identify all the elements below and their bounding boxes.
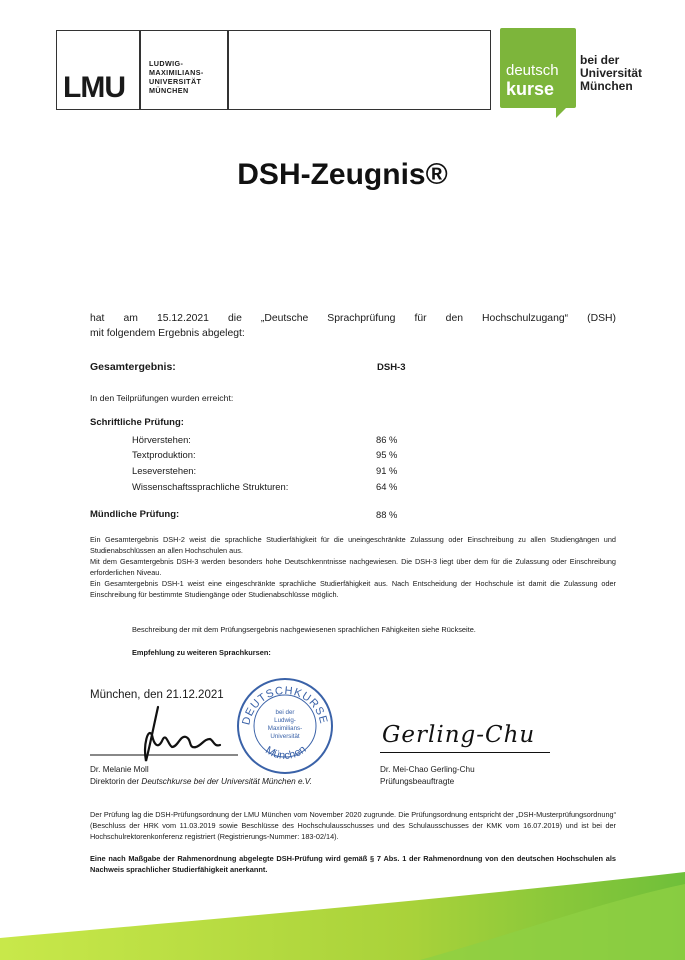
place-and-date: München, den 21.12.2021 — [90, 689, 224, 701]
oral-exam-label: Mündliche Prüfung: — [90, 509, 180, 520]
university-name-line: MAXIMILIANS- — [149, 68, 204, 77]
stamp-top-text: DEUTSCHKURSE — [240, 684, 330, 727]
deutschkurse-logo-line1: deutsch — [506, 62, 559, 79]
score-label-listening: Hörverstehen: — [132, 434, 191, 445]
score-value-structures: 64 % — [376, 481, 398, 492]
signer-left-name: Dr. Melanie Moll — [90, 765, 149, 774]
signer-right-name: Dr. Mei-Chao Gerling-Chu — [380, 765, 475, 774]
signature-right-line — [380, 752, 550, 753]
lmu-logo — [56, 30, 140, 110]
intro-text — [90, 311, 616, 341]
score-value-reading: 91 % — [376, 465, 398, 476]
signature-left — [88, 705, 248, 767]
deutschkurse-logo-side — [580, 54, 642, 93]
university-name-box — [140, 30, 228, 110]
stamp-line: Ludwig- — [274, 717, 296, 724]
score-value-listening: 86 % — [376, 434, 398, 445]
university-name — [149, 59, 204, 95]
signer-left-role-prefix: Direktorin der — [90, 777, 142, 786]
score-label-reading: Leseverstehen: — [132, 465, 197, 476]
recommendation-label: Empfehlung zu weiteren Sprachkursen: — [132, 648, 271, 657]
score-label-structures: Wissenschaftssprachliche Strukturen: — [132, 481, 289, 492]
signer-right — [380, 764, 475, 788]
oral-exam-score: 88 % — [376, 509, 398, 520]
university-name-line: MÜNCHEN — [149, 86, 189, 95]
stamp-line: Maximilians- — [267, 725, 303, 732]
intro-line-1: hat am 15.12.2021 die „Deutsche Sprachprüfung für den Hochschulzugang“ (DSH) — [90, 313, 616, 324]
signer-right-role: Prüfungsbeauftragte — [380, 777, 455, 786]
deutschkurse-side-line: Universität — [580, 66, 643, 80]
header-blank-box — [228, 30, 491, 110]
signer-left — [90, 764, 312, 788]
deutschkurse-side-line: bei der — [580, 53, 620, 67]
explanation-dsh3: Mit dem Gesamtergebnis DSH-3 werden besonders hohe Deutschkenntnisse nachgewiesen. Die DSH-3 liegt über dem für die Zulassung oder Einschreibung erforderlichen Niveau. — [90, 557, 616, 577]
score-label-text-production: Textproduktion: — [132, 449, 196, 460]
document-title: DSH-Zeugnis® — [237, 158, 448, 191]
stamp-bottom-text: München — [263, 743, 309, 762]
deutschkurse-logo-tail — [556, 104, 570, 118]
overall-result-label: Gesamtergebnis: — [90, 361, 176, 373]
signature-right: Gerling-Chu — [382, 722, 536, 748]
stamp-line: bei der — [275, 709, 295, 716]
signer-left-role — [90, 776, 312, 788]
signer-left-role-institution: Deutschkurse bei der Universität München e.V. — [141, 777, 312, 786]
university-name-line: UNIVERSITÄT — [149, 77, 202, 86]
explanation-dsh1: Ein Gesamtergebnis DSH-1 weist eine eingeschränkte sprachliche Studierfähigkeit aus. Nach Entscheidung der Hochschule ist damit die Zulassung oder Einschreibung für bestimmte Studiengänge oder Studienabschlüsse möglich. — [90, 579, 616, 599]
parts-intro: In den Teilprüfungen wurden erreicht: — [90, 393, 234, 403]
lmu-logo-text: LMU — [63, 71, 125, 104]
deutschkurse-side-line: München — [580, 79, 633, 93]
explanation-paragraphs — [90, 534, 616, 600]
deutschkurse-logo-line2: kurse — [506, 79, 555, 99]
written-exam-label: Schriftliche Prüfung: — [90, 417, 184, 428]
description-note: Beschreibung der mit dem Prüfungsergebnis nachgewiesenen sprachlichen Fähigkeiten siehe Rückseite. — [132, 625, 476, 634]
deutschkurse-logo-badge — [500, 28, 576, 108]
intro-line-2: mit folgendem Ergebnis abgelegt: — [90, 328, 245, 339]
overall-result-value: DSH-3 — [377, 362, 406, 373]
university-name-line: LUDWIG- — [149, 59, 184, 68]
legal-basis-text: Der Prüfung lag die DSH-Prüfungsordnung der LMU München vom November 2020 zugrunde. Die Prüfungsordnung entspricht der „DSH-Musterprüfungsordnung“ (Beschluss der HRK vom 11.03.2019 sowie Beschlüsse des Hochschulausschusses und des Schulausschusses der KMK vom 16.07.2019) und ist bei der Hochschulrektorenkonferenz registriert (Registrierungs-Nummer: 183-02/14). — [90, 810, 616, 841]
decorative-green-swoosh — [0, 862, 685, 960]
score-value-text-production: 95 % — [376, 449, 398, 460]
recognition-text: Eine nach Maßgabe der Rahmenordnung abgelegte DSH-Prüfung wird gemäß § 7 Abs. 1 der Rahmenordnung von den deutschen Hochschulen als Nachweis sprachlicher Studierfähigkeit anerkannt. — [90, 854, 616, 874]
stamp-line: Universität — [270, 733, 300, 740]
explanation-dsh2: Ein Gesamtergebnis DSH-2 weist die sprachliche Studierfähigkeit für die uneingeschränkte Zulassung oder Einschreibung zu allen Studiengängen und Studienabschlüssen an allen Hochschulen aus. — [90, 535, 616, 555]
official-stamp — [235, 676, 335, 776]
